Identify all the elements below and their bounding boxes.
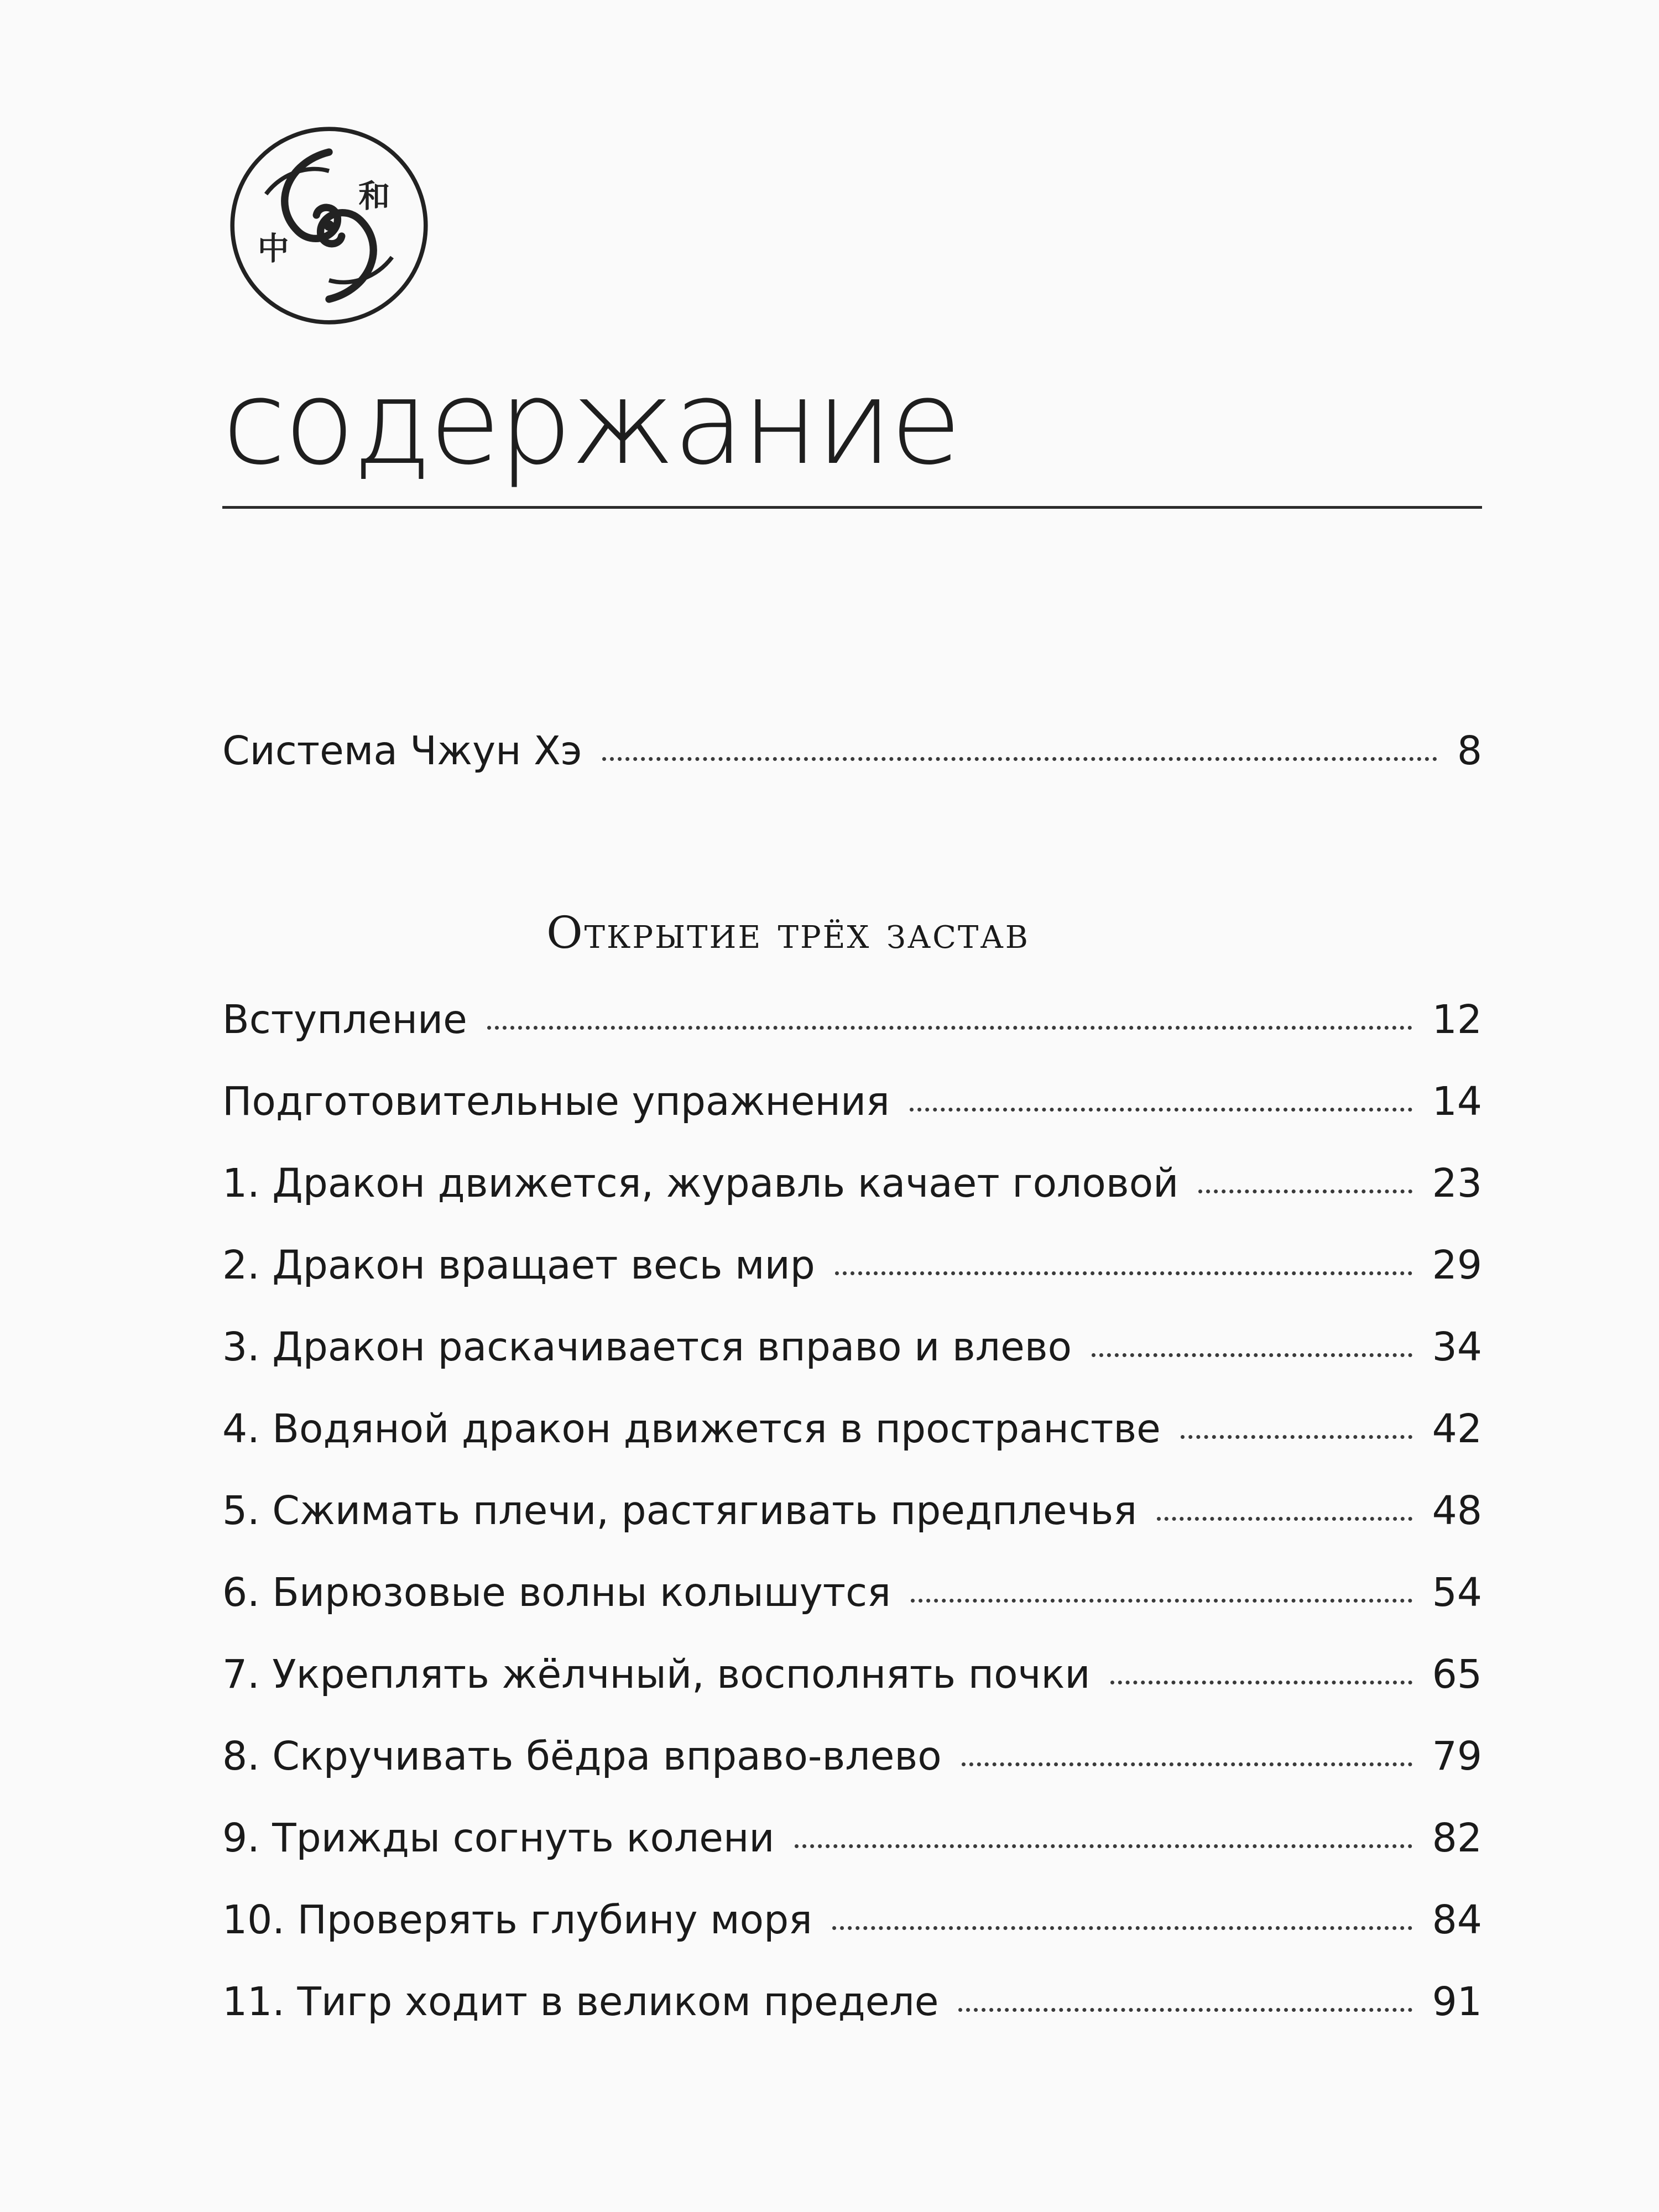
toc-leader-dots [832, 1926, 1412, 1930]
toc-leader-dots [910, 1108, 1412, 1112]
toc-leader-dots [1092, 1353, 1412, 1357]
toc-entry [222, 728, 1482, 794]
toc-entry-page: 23 [1432, 1160, 1482, 1206]
toc-entry-title: 3. Дракон раскачивается вправо и влево [222, 1324, 1072, 1370]
toc-entry-title: 9. Трижды согнуть колени [222, 1815, 775, 1861]
toc-leader-dots [962, 1762, 1412, 1766]
toc-entry-title: 11. Тигр ходит в великом пределе [222, 1979, 939, 2025]
toc-leader-dots [795, 1844, 1412, 1848]
toc-entry [222, 1651, 1482, 1718]
toc-entry-title: 4. Водяной дракон движется в пространстве [222, 1406, 1161, 1452]
toc-entry [222, 1078, 1482, 1145]
zhong-he-logo [224, 121, 434, 331]
toc-leader-dots [1181, 1435, 1412, 1439]
toc-entry-page: 8 [1457, 728, 1482, 774]
toc-entry-page: 14 [1432, 1078, 1482, 1124]
toc-entry-page: 42 [1432, 1406, 1482, 1452]
toc-entry-page: 54 [1432, 1569, 1482, 1615]
toc-leader-dots [1198, 1190, 1412, 1193]
section-heading-text: Открытие трёх застав [546, 907, 1030, 958]
toc-leader-dots [1110, 1681, 1412, 1684]
toc-entry-page: 84 [1432, 1897, 1482, 1943]
toc-entry-title: 7. Укреплять жёлчный, восполнять почки [222, 1651, 1091, 1697]
toc-leader-dots [1157, 1517, 1412, 1521]
toc-entry [222, 1488, 1482, 1554]
toc-leader-dots [911, 1599, 1412, 1603]
toc-entry [222, 1160, 1482, 1227]
toc-entry-title: 6. Бирюзовые волны колышутся [222, 1569, 891, 1615]
toc-leader-dots [487, 1026, 1412, 1030]
toc-leader-dots [835, 1271, 1412, 1275]
toc-leader-dots [602, 757, 1437, 761]
logo-glyph-he: 和 [358, 178, 390, 215]
toc-entry [222, 1242, 1482, 1308]
toc-entry-title: Система Чжун Хэ [222, 728, 582, 774]
toc-entry [222, 1569, 1482, 1636]
toc-entry-page: 12 [1432, 997, 1482, 1042]
toc-entry-page: 65 [1432, 1651, 1482, 1697]
page-title: содержание [222, 355, 959, 491]
toc-entry-title: Вступление [222, 997, 467, 1042]
toc-entry [222, 1897, 1482, 1963]
toc-entry-page: 79 [1432, 1733, 1482, 1779]
logo-emblem-icon [224, 121, 434, 331]
toc-entry-title: Подготовительные упражнения [222, 1078, 890, 1124]
toc-entry-page: 91 [1432, 1979, 1482, 2025]
title-divider [222, 506, 1482, 509]
toc-entry [222, 1815, 1482, 1881]
toc-entry-page: 29 [1432, 1242, 1482, 1288]
toc-entry-title: 8. Скручивать бёдра вправо-влево [222, 1733, 942, 1779]
toc-entry [222, 1979, 1482, 2045]
toc-entry [222, 997, 1482, 1063]
toc-entry-page: 34 [1432, 1324, 1482, 1370]
toc-leader-dots [958, 2008, 1412, 2012]
toc-entry [222, 1406, 1482, 1472]
toc-entry [222, 1324, 1482, 1390]
toc-entry-title: 5. Сжимать плечи, растягивать предплечья [222, 1488, 1138, 1533]
logo-glyph-zhong: 中 [257, 230, 289, 267]
toc-entry [222, 1733, 1482, 1799]
toc-entry-page: 48 [1432, 1488, 1482, 1533]
toc-entry-page: 82 [1432, 1815, 1482, 1861]
section-heading [0, 907, 1659, 958]
toc-entry-title: 1. Дракон движется, журавль качает головой [222, 1160, 1179, 1206]
toc-entry-title: 10. Проверять глубину моря [222, 1897, 812, 1943]
toc-entry-title: 2. Дракон вращает весь мир [222, 1242, 815, 1288]
